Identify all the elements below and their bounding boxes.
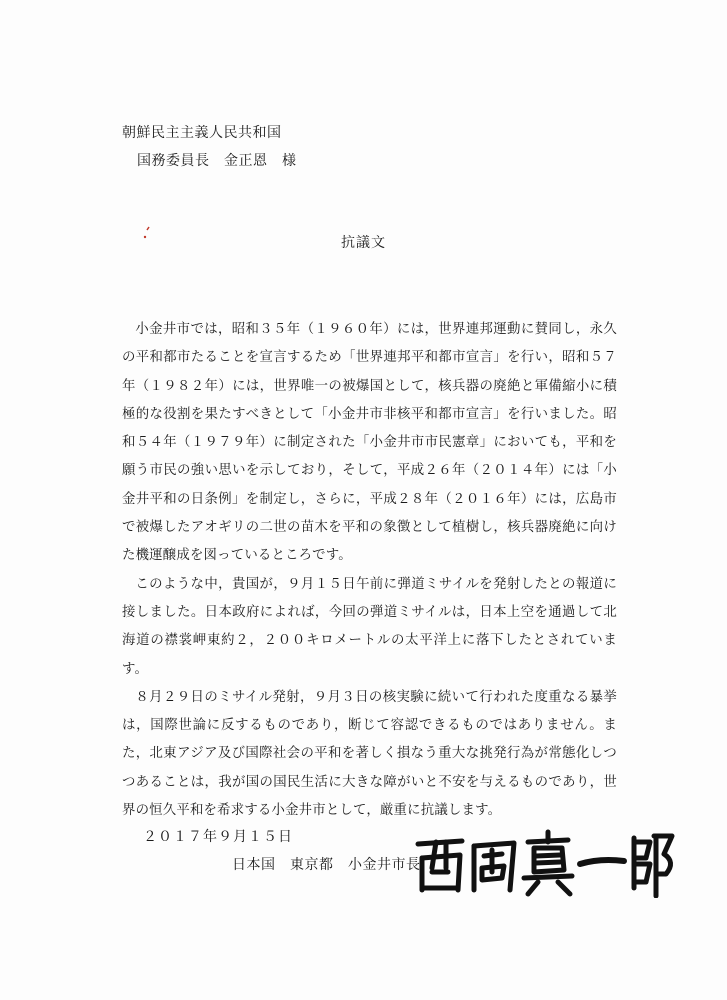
- body-paragraph-3: ８月２９日のミサイル発射，９月３日の核実験に続いて行われた度重なる暴挙は，国際世論に反するものであり，断じて容認できるものではありません。また，北東アジア及び国際社会の平和を著しく損なう重大な挑発行為が常態化しつつあることは，我が国の国民生活に大きな障がいと不安を与えるものであり，世界の恒久平和を希求する小金井市として，厳重に抗議します。: [122, 689, 617, 819]
- handwritten-signature: [410, 828, 680, 898]
- body-paragraph-1: 小金井市では，昭和３５年（１９６０年）には，世界連邦運動に賛同し，永久の平和都市たることを宣言するため「世界連邦平和都市宣言」を行い，昭和５７年（１９８２年）には，世界唯一の被爆国として，核兵器の廃絶と軍備縮小に積極的な役割を果たすべきとして「小金井市非核平和都市宣言」を行いました。昭和５４年（１９７９年）に制定された「小金井市市民憲章」においても，平和を願う市民の強い思いを示しており，そして，平成２６年（２０１４年）には「小金井平和の日条例」を制定し，さらに，平成２８年（２０１６年）には，広島市で被爆したアオギリの二世の苗木を平和の象徴として植樹し，核兵器廃絶に向けた機運醸成を図っているところです。: [122, 322, 617, 564]
- addressee-country: 朝鮮民主主義人民共和国: [122, 125, 282, 141]
- document-date: ２０１７年９月１５日: [143, 829, 293, 845]
- document-title: 抗議文: [341, 235, 386, 251]
- addressee-name: 国務委員長 金正恩 様: [137, 153, 297, 169]
- sender-title: 日本国 東京都 小金井市長: [232, 857, 421, 873]
- body-paragraph-2: このような中，貴国が，９月１５日午前に弾道ミサイルを発射したとの報道に接しました。日本政府によれば，今回の弾道ミサイルは，日本上空を通過して北海道の襟裳岬東約２，２００キロメートルの太平洋上に落下したとされています。: [122, 576, 617, 677]
- document-body: [122, 316, 617, 825]
